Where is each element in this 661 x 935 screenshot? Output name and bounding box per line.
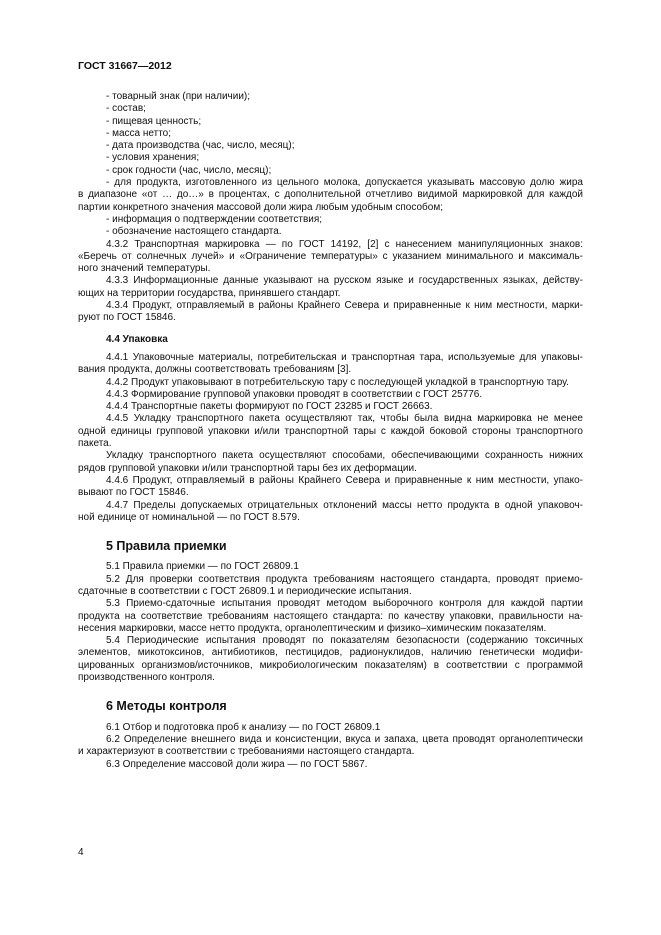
text-line: 4.4.7 Пределы допускаемых отрицательных отклонений массы нетто продукта в одной упаковоч- [106, 499, 583, 511]
paragraph-whole-milk [78, 177, 583, 214]
text-line: элементов, микотоксинов, антибиотиков, пестицидов, радионуклидов, наличию генетически модифи- [78, 647, 583, 659]
text-line: 5.2 Для проверки соответствия продукта требованиям настоящего стандарта, проводят приемо- [106, 573, 583, 585]
text-line: партии конкретного значения массовой доли жира любым удобным способом; [78, 201, 443, 213]
list-item: - масса нетто; [78, 128, 583, 140]
list-item: - срок годности (час, число, месяц); [78, 165, 583, 177]
list-item: - обозначение настоящего стандарта. [78, 226, 583, 238]
text-line: вания продукта, должны соответствовать требованиям [3]. [78, 364, 352, 376]
section-title: 5 Правила приемки [106, 539, 227, 554]
text-line: вывают по ГОСТ 15846. [78, 487, 189, 499]
paragraph-5-1: 5.1 Правила приемки — по ГОСТ 26809.1 [106, 561, 299, 573]
list-item: - дата производства (час, число, месяц); [78, 140, 583, 152]
text-line: - для продукта, изготовленного из цельного молока, допускается указывать массовую долю жира [106, 177, 583, 189]
paragraph-4-3-2 [78, 239, 583, 276]
paragraph-5-4 [78, 635, 583, 684]
subsection-title: 4.4 Упаковка [106, 333, 168, 345]
document-header: ГОСТ 31667—2012 [78, 60, 172, 72]
text-line: в диапазоне «от … до…» в процентах, с дополнительной отчетливо видимой маркировкой для каждой [78, 189, 583, 201]
paragraph-4-3-3 [78, 275, 583, 300]
list-item: - товарный знак (при наличии); [78, 91, 583, 103]
paragraph-4-4-1 [78, 352, 583, 377]
paragraph-4-4-3: 4.4.3 Формирование групповой упаковки проводят в соответствии с ГОСТ 25776. [106, 388, 483, 400]
paragraph-4-4-5-cont [78, 450, 583, 475]
text-line: ного значений температуры. [78, 263, 211, 275]
paragraph-4-3-4 [78, 300, 583, 325]
text-line: пакета. [78, 438, 112, 450]
paragraph-4-4-5 [78, 413, 583, 450]
text-line: «Беречь от солнечных лучей» и «Ограничение температуры» с указанием минимального и максималь- [78, 250, 583, 262]
text-line: производственного контроля. [78, 672, 215, 684]
paragraph-4-4-4: 4.4.4 Транспортные пакеты формируют по ГОСТ 23285 и ГОСТ 26663. [106, 401, 433, 413]
text-line: 5.4 Периодические испытания проводят по показателям безопасности (содержанию токсичных [106, 635, 583, 647]
paragraph-4-4-7 [78, 500, 583, 525]
text-line: Укладку транспортного пакета осуществляют способами, обеспечивающими сохранность нижних [106, 450, 583, 462]
document-body [78, 91, 583, 771]
paragraph-4-4-2: 4.4.2 Продукт упаковывают в потребительскую тару с последующей укладкой в транспортную тару. [106, 376, 569, 388]
text-line: руют по ГОСТ 15846. [78, 312, 176, 324]
text-line: 5.3 Приемо-сдаточные испытания проводят методом выборочного контроля для каждой партии [106, 598, 583, 610]
paragraph-4-4-6 [78, 475, 583, 500]
text-line: 6.2 Определение внешнего вида и консистенции, вкуса и запаха, цвета проводят органолептически [106, 733, 583, 745]
text-line: ной единице от номинальной — по ГОСТ 8.579. [78, 511, 300, 523]
paragraph-5-2 [78, 574, 583, 599]
paragraph-6-3: 6.3 Определение массовой доли жира — по ГОСТ 5867. [106, 758, 368, 770]
text-line: 4.4.5 Укладку транспортного пакета осуществляют так, чтобы была видна маркировка не менее [106, 413, 583, 425]
list-item: - пищевая ценность; [78, 116, 583, 128]
text-line: сдаточные в соответствии с ГОСТ 26809.1 и периодические испытания. [78, 585, 412, 597]
text-line: 4.3.2 Транспортная маркировка — по ГОСТ 14192, [2] с нанесением манипуляционных знаков: [106, 238, 583, 250]
text-line: цированных организмов/источников, микробиологическим показателям) в соответствии с программой [78, 659, 583, 671]
list-item: - информация о подтверждении соответствия; [78, 214, 583, 226]
paragraph-5-3 [78, 598, 583, 635]
paragraph-6-2 [78, 734, 583, 759]
text-line: ющих на территории государства, принявшего стандарт. [78, 287, 341, 299]
text-line: 4.4.1 Упаковочные материалы, потребительская и транспортная тара, используемые для упаковы- [106, 351, 583, 363]
text-line: продукта на соответствие требованиям настоящего стандарта: по качеству упаковки, правильности на- [78, 610, 583, 622]
text-line: 4.3.4 Продукт, отправляемый в районы Крайнего Севера и приравненные к ним местности, марки- [106, 300, 583, 312]
text-line: рядов групповой упаковки и/или транспортной тары без их деформации. [78, 462, 417, 474]
text-line: 4.4.6 Продукт, отправляемый в районы Крайнего Севера и приравненные к ним местности, упако- [106, 474, 583, 486]
list-item: - состав; [78, 103, 583, 115]
paragraph-6-1: 6.1 Отбор и подготовка проб к анализу — по ГОСТ 26809.1 [106, 721, 381, 733]
section-title: 6 Методы контроля [106, 699, 227, 714]
text-line: несения маркировки, массе нетто продукта, органолептическим и физико–химическим показателям. [78, 622, 547, 634]
text-line: одной единицы групповой упаковки и/или транспортной тары с каждой боковой стороны транспортного [78, 425, 583, 437]
text-line: 4.3.3 Информационные данные указывают на русском языке и государственных языках, действу- [106, 275, 583, 287]
text-line: и характеризуют в соответствии с требованиями настоящего стандарта. [78, 746, 415, 758]
page-number: 4 [78, 847, 84, 858]
list-item: - условия хранения; [78, 152, 583, 164]
